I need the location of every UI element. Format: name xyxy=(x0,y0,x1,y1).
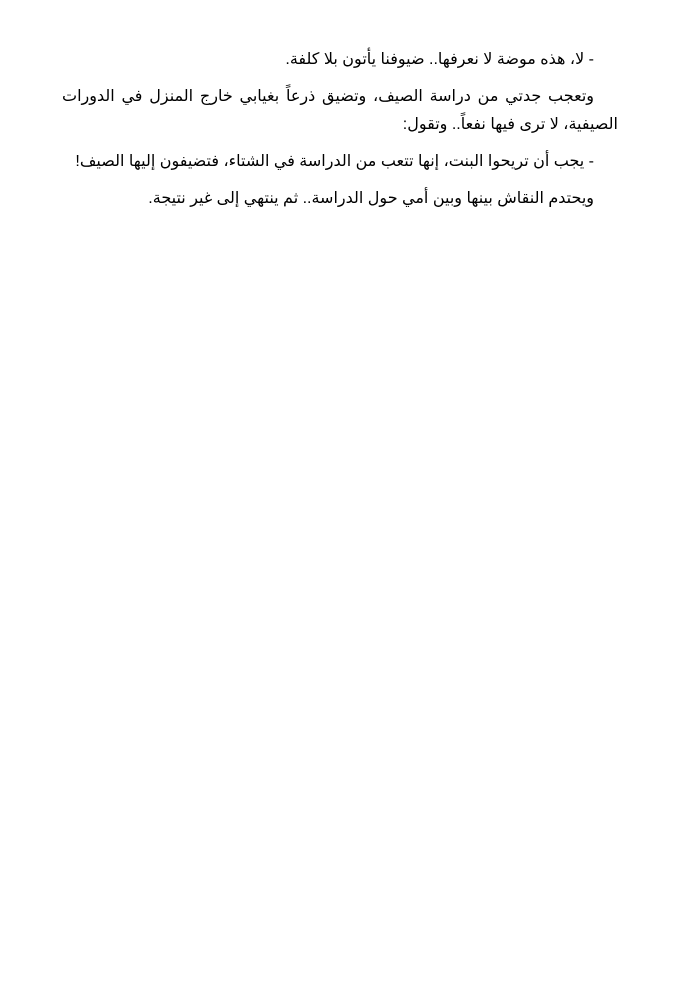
paragraph-narration-1: وتعجب جدتي من دراسة الصيف، وتضيق ذرعاً بغيابي خارج المنزل في الدورات الصيفية، لا ترى فيها نفعاً.. وتقول: xyxy=(62,88,618,133)
story-text xyxy=(62,46,618,222)
paragraph-dialogue-2: - يجب أن تريحوا البنت، إنها تتعب من الدراسة في الشتاء، فتضيفون إليها الصيف! xyxy=(75,153,594,170)
paragraph-narration-2: ويحتدم النقاش بينها وبين أمي حول الدراسة.. ثم ينتهي إلى غير نتيجة. xyxy=(148,190,594,207)
paragraph-dialogue-1: - لا، هذه موضة لا نعرفها.. ضيوفنا يأتون بلا كلفة. xyxy=(285,51,594,68)
